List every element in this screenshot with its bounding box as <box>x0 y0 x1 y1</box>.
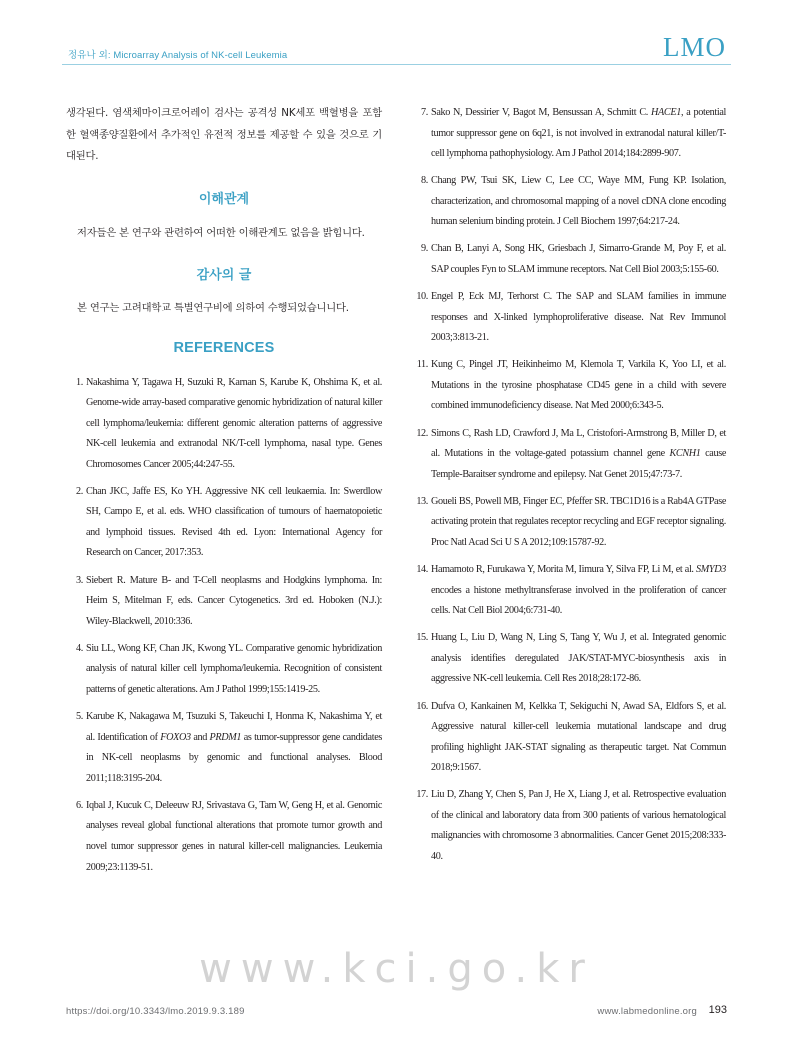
reference-item <box>411 239 726 280</box>
reference-text <box>431 428 726 480</box>
reference-text-segment: cause Temple-Baraitser syndrome and epilepsy. Nat Genet 2015;47:73-7. <box>431 448 726 480</box>
gene-name: HACE1 <box>651 107 681 118</box>
reference-text-segment: Simons C, Rash LD, Crawford J, Ma L, Cristofori-Armstrong B, Miller D, et al. Mutations in the voltage-gated potassium channel gene <box>431 427 726 460</box>
reference-text-segment: Karube K, Nakagawa M, Tsuzuki S, Takeuchi I, Honma K, Nakashima Y, et al. Identification of <box>86 711 382 743</box>
reference-number: 3. <box>76 574 83 586</box>
reference-text-segment: Nakashima Y, Tagawa H, Suzuki R, Karnan S, Karube K, Ohshima K, et al. Genome-wide array-based comparative genomic hybridization of natural killer cell lymphoma/leukemia: different genomic alteration patterns of aggressive NK-cell leukemia and extranodal NK/T-cell lymphoma, nasal type. Genes Chromosomes Cancer 2005;44:247-55. <box>86 376 382 470</box>
acknowledgement-paragraph: 본 연구는 고려대학교 특별연구비에 의하여 수행되었습니니다. <box>77 302 349 314</box>
reference-text-segment: Kung C, Pingel JT, Heikinheimo M, Klemola T, Varkila K, Yoo LI, et al. Mutations in the tyrosine phosphatase CD45 gene in a child with severe combined immunodeficiency disease. Nat Med 2000;6:343-5. <box>431 359 726 412</box>
acknowledgement-heading: 감사의 글 <box>196 268 252 283</box>
reference-number: 15. <box>416 632 428 644</box>
right-column <box>411 103 726 874</box>
reference-text-segment: Dufva O, Kankainen M, Kelkka T, Sekiguchi N, Awad SA, Eldfors S, et al. Aggressive natural killer-cell leukemia mutational landscape and drug profiling highlight JAK-STAT signaling as therapeutic target. Nat Commun 2018;9:1567. <box>431 700 726 774</box>
conflict-paragraph: 저자들은 본 연구와 관련하여 어떠한 이해관계도 없음을 밝힙니다. <box>77 226 365 239</box>
reference-text-segment: and <box>190 731 210 743</box>
reference-text <box>431 632 726 684</box>
reference-number: 13. <box>416 495 428 507</box>
reference-item <box>411 287 726 349</box>
reference-number: 4. <box>76 642 83 654</box>
reference-item <box>411 697 726 779</box>
reference-text-segment: Siebert R. Mature B- and T-Cell neoplasms and Hodgkins lymphoma. In: Heim S, Mitelman F, eds. Cancer Cytogenetics. 3rd ed. Hoboken (N.J.): Wiley-Blackwell, 2010:336. <box>86 574 382 627</box>
reference-text <box>431 701 726 774</box>
reference-text <box>431 359 726 411</box>
reference-item <box>66 571 382 633</box>
reference-text <box>86 643 382 695</box>
reference-number: 14. <box>416 564 428 576</box>
reference-text <box>86 711 382 784</box>
reference-text <box>86 575 382 627</box>
reference-text-segment: Chan B, Lanyi A, Song HK, Griesbach J, Simarro-Grande M, Poy F, et al. SAP couples Fyn to SLAM immune receptors. Nat Cell Biol 2003;5:155-60. <box>431 243 726 276</box>
reference-item <box>411 628 726 690</box>
reference-text <box>431 243 726 275</box>
reference-number: 8. <box>421 175 428 187</box>
references-heading: REFERENCES <box>173 339 275 356</box>
reference-text <box>431 564 726 616</box>
reference-item <box>66 707 382 789</box>
reference-item <box>66 482 382 564</box>
reference-number: 9. <box>421 243 428 255</box>
reference-number: 11. <box>416 359 428 371</box>
reference-text-segment: Iqbal J, Kucuk C, Deleeuw RJ, Srivastava G, Tam W, Geng H, et al. Genomic analyses reveal global functional alterations that promote tumor growth and novel tumor suppressor genes in natural killer-cell malignancies. Leukemia 2009;23:1139-51. <box>86 799 382 873</box>
reference-item <box>411 171 726 233</box>
intro-paragraph: 생각된다. 염색체마이크로어레이 검사는 공격성 NK세포 백혈병을 포함한 혈액종양질환에서 추가적인 유전적 정보를 제공할 수 있을 것으로 기대된다. <box>66 107 382 162</box>
reference-item <box>411 785 726 867</box>
reference-number: 5. <box>76 711 83 723</box>
reference-text-segment: Siu LL, Wong KF, Chan JK, Kwong YL. Comparative genomic hybridization analysis of natural killer cell lymphoma/leukemia. Recognition of consistent patterns of genetic alterations. Am J Pathol 1999;155:1419-25. <box>86 642 382 695</box>
reference-text-segment: Chang PW, Tsui SK, Liew C, Lee CC, Waye MM, Fung KP. Isolation, characterization, and chromosomal mapping of a novel cDNA clone encoding human selenium binding protein. J Cell Biochem 1997;64:217-24. <box>431 175 726 228</box>
reference-number: 7. <box>421 107 428 118</box>
reference-item <box>411 424 726 486</box>
reference-item <box>411 560 726 622</box>
reference-item <box>66 373 382 476</box>
reference-number: 16. <box>416 700 428 712</box>
reference-list-left <box>66 373 382 879</box>
reference-list-right <box>411 103 726 868</box>
reference-item <box>66 639 382 701</box>
reference-text <box>431 496 726 548</box>
gene-name: KCNH1 <box>669 448 701 460</box>
reference-text <box>431 175 726 227</box>
reference-text <box>431 291 726 343</box>
reference-text-segment: Goueli BS, Powell MB, Finger EC, Pfeffer SR. TBC1D16 is a Rab4A GTPase activating protein that regulates receptor recycling and EGF receptor signaling. Proc Natl Acad Sci U S A 2012;109:15787-92. <box>431 495 726 548</box>
reference-item <box>411 355 726 417</box>
reference-item <box>411 492 726 554</box>
reference-item <box>411 103 726 165</box>
reference-text <box>86 486 382 559</box>
gene-name: SMYD3 <box>696 564 726 576</box>
reference-text-segment: Huang L, Liu D, Wang N, Ling S, Tang Y, Wu J, et al. Integrated genomic analysis identifies deregulated JAK/STAT-MYC-biosynthesis axis in aggressive NK-cell leukemia. Cell Res 2018;28:172-86. <box>431 632 726 685</box>
reference-number: 2. <box>76 485 83 497</box>
header-divider <box>62 64 731 65</box>
running-head: 정유나 외: Microarray Analysis of NK-cell Leukemia <box>68 50 288 61</box>
left-column <box>66 103 382 885</box>
reference-number: 1. <box>76 376 83 388</box>
conflict-heading: 이해관계 <box>198 191 250 207</box>
reference-text-segment: encodes a histone methyltransferase involved in the proliferation of cancer cells. Nat Cell Biol 2004;6:731-40. <box>431 584 726 617</box>
footer-doi-link[interactable]: https://doi.org/10.3343/lmo.2019.9.3.189 <box>66 1006 245 1017</box>
page-number: 193 <box>708 1004 727 1016</box>
reference-text-segment: Chan JKC, Jaffe ES, Ko YH. Aggressive NK cell leukaemia. In: Swerdlow SH, Campo E, et al. eds. WHO classification of tumours of haematopoietic and lymphoid tissues. Revised 4th ed. Lyon: International Agency for Research on Cancer, 2017:353. <box>86 485 382 559</box>
footer-site-link[interactable]: www.labmedonline.org <box>597 1006 697 1017</box>
reference-text-segment: Liu D, Zhang Y, Chen S, Pan J, He X, Liang J, et al. Retrospective evaluation of the clinical and laboratory data from 300 patients of various hematological malignancies with chromosome 3 abnormalities. Cancer Genet 2015;208:333-40. <box>431 789 726 862</box>
reference-text-segment: as tumor-suppressor gene candidates in NK-cell neoplasms by genomic and functional analyses. Blood 2011;118:3195-204. <box>86 731 382 784</box>
reference-number: 12. <box>416 427 428 439</box>
reference-number: 6. <box>76 799 83 811</box>
gene-name: PRDM1 <box>209 731 242 743</box>
reference-text-segment: Engel P, Eck MJ, Terhorst C. The SAP and SLAM families in immune responses and X-linked lymphoproliferative disease. Nat Rev Immunol 2003;3:813-21. <box>431 291 726 344</box>
watermark: www.kci.go.kr <box>199 946 594 992</box>
reference-number: 10. <box>416 291 428 303</box>
journal-logo: LMO <box>663 32 726 62</box>
reference-text <box>431 789 726 862</box>
gene-name: FOXO3 <box>160 731 191 743</box>
reference-text-segment: , a potential tumor suppressor gene on 6q21, is not involved in extranodal natural killer/T-cell lymphoma pathophysiology. Am J Pathol 2014;184:2899-907. <box>431 107 726 160</box>
reference-item <box>66 796 382 878</box>
reference-text <box>86 800 382 873</box>
reference-text <box>431 107 726 159</box>
reference-number: 17. <box>416 789 428 801</box>
reference-text <box>86 377 382 470</box>
reference-text-segment: Sako N, Dessirier V, Bagot M, Bensussan A, Schmitt C. <box>431 107 652 118</box>
reference-text-segment: Hamamoto R, Furukawa Y, Morita M, Iimura Y, Silva FP, Li M, et al. <box>431 564 697 576</box>
